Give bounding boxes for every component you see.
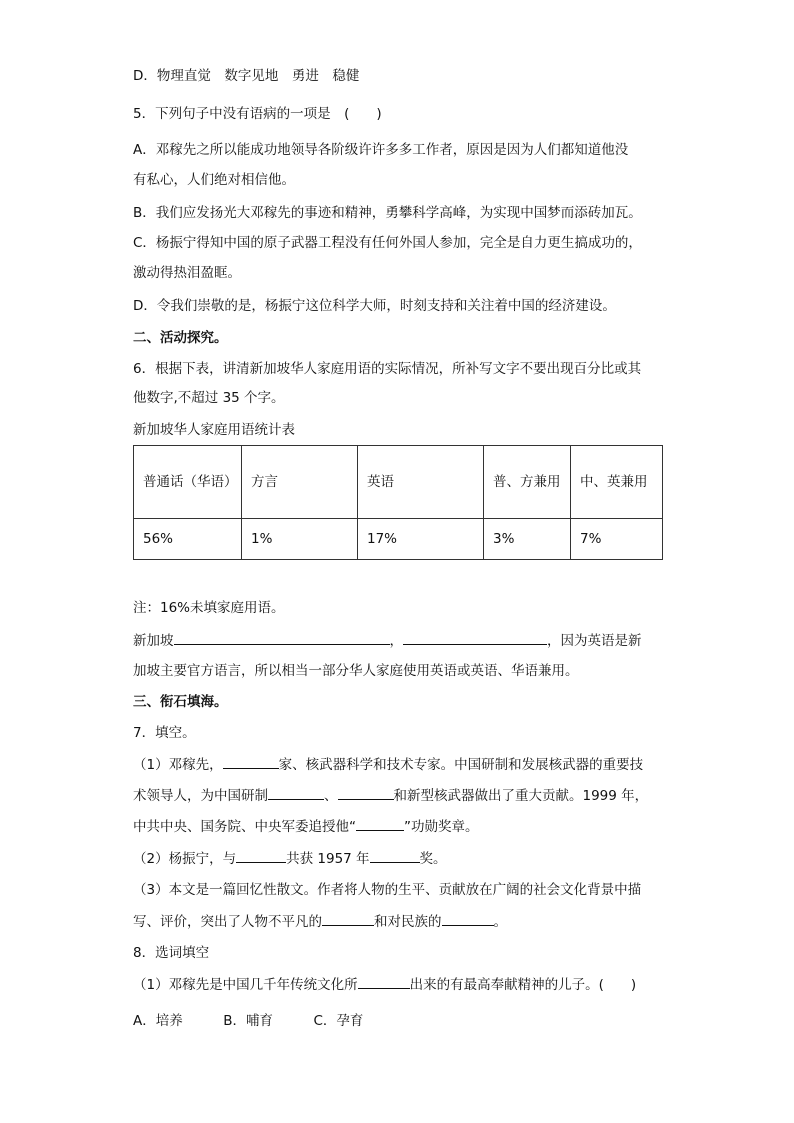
fill-prefix: 新加坡 xyxy=(133,633,174,649)
section-3-title: 三、衔石填海。 xyxy=(133,694,228,710)
q5-option-c-line1: C．杨振宁得知中国的原子武器工程没有任何外国人参加，完全是自力更生搞成功的， xyxy=(133,235,642,251)
q7-1-text-b: 家、核武器科学和技术专家。中国研制和发展核武器的重要技 xyxy=(278,757,644,773)
header-english: 英语 xyxy=(358,446,484,519)
table-value-row xyxy=(134,519,663,560)
answer-blank-4[interactable] xyxy=(268,785,324,800)
q7-part2 xyxy=(133,848,447,869)
q8-1-text-b: 出来的有最高奉献精神的儿子。( ) xyxy=(409,977,637,993)
table-note: 注：16%未填家庭用语。 xyxy=(133,600,285,616)
q5-stem: 5．下列句子中没有语病的一项是 ( ) xyxy=(133,106,382,122)
q6-stem-line2: 他数字,不超过 35 个字。 xyxy=(133,390,285,406)
q7-part1-line1 xyxy=(133,754,643,775)
q5-option-d: D．令我们崇敬的是，杨振宁这位科学大师，时刻支持和关注着中国的经济建设。 xyxy=(133,298,616,314)
q7-part1-line3 xyxy=(133,816,479,837)
fill-comma: ， xyxy=(389,633,403,649)
q7-3-text-b: 写、评价，突出了人物不平凡的 xyxy=(133,914,322,930)
q7-1-text-g: ”功勋奖章。 xyxy=(404,819,479,835)
table-caption: 新加坡华人家庭用语统计表 xyxy=(133,422,295,438)
q7-part3-line1: （3）本文是一篇回忆性散文。作者将人物的生平、贡献放在广阔的社会文化背景中描 xyxy=(133,882,642,898)
q7-2-text-a: （2）杨振宁，与 xyxy=(133,851,237,867)
q7-1-text-c: 术领导人，为中国研制 xyxy=(133,788,268,804)
answer-blank-3[interactable] xyxy=(223,754,279,769)
statistics-table xyxy=(133,445,663,560)
value-english: 17% xyxy=(358,519,484,560)
fill-suffix: ，因为英语是新 xyxy=(547,633,642,649)
q8-options: A．培养 B．哺育 C．孕育 xyxy=(133,1013,364,1029)
q5-option-c-line2: 激动得热泪盈眶。 xyxy=(133,265,241,281)
answer-blank-2[interactable] xyxy=(403,630,547,645)
q7-1-text-e: 和新型核武器做出了重大贡献。1999 年， xyxy=(393,788,649,804)
q5-option-a-line2: 有私心，人们绝对相信他。 xyxy=(133,172,295,188)
value-mandarin-dialect: 3% xyxy=(484,519,571,560)
q7-1-text-a: （1）邓稼先， xyxy=(133,757,223,773)
value-dialect: 1% xyxy=(242,519,358,560)
q4-option-d: D．物理直觉 数字见地 勇进 稳健 xyxy=(133,68,360,84)
value-chinese-english: 7% xyxy=(571,519,663,560)
q6-fill-line2: 加坡主要官方语言，所以相当一部分华人家庭使用英语或英语、华语兼用。 xyxy=(133,663,579,679)
q7-stem: 7．填空。 xyxy=(133,725,196,741)
q7-2-text-b: 共获 1957 年 xyxy=(286,851,370,867)
q5-option-b: B．我们应发扬光大邓稼先的事迹和精神，勇攀科学高峰，为实现中国梦而添砖加瓦。 xyxy=(133,205,642,221)
q5-option-a-line1: A．邓稼先之所以能成功地领导各阶级许许多多工作者，原因是因为人们都知道他没 xyxy=(133,142,629,158)
header-mandarin-dialect: 普、方兼用 xyxy=(484,446,571,519)
header-mandarin: 普通话（华语） xyxy=(134,446,242,519)
value-mandarin: 56% xyxy=(134,519,242,560)
q6-stem-line1: 6．根据下表，讲清新加坡华人家庭用语的实际情况，所补写文字不要出现百分比或其 xyxy=(133,361,642,377)
answer-blank-7[interactable] xyxy=(236,848,286,863)
q8-1-text-a: （1）邓稼先是中国几千年传统文化所 xyxy=(133,977,358,993)
answer-blank-5[interactable] xyxy=(338,785,394,800)
q8-stem: 8．选词填空 xyxy=(133,945,210,961)
q7-3-text-c: 和对民族的 xyxy=(374,914,442,930)
answer-blank-11[interactable] xyxy=(358,974,410,989)
q7-1-text-f: 中共中央、国务院、中央军委追授他“ xyxy=(133,819,356,835)
q6-fill-line1 xyxy=(133,630,642,651)
q7-3-text-d: 。 xyxy=(493,914,507,930)
header-chinese-english: 中、英兼用 xyxy=(571,446,663,519)
q8-part1 xyxy=(133,974,636,995)
answer-blank-8[interactable] xyxy=(370,848,420,863)
answer-blank-1[interactable] xyxy=(174,630,390,645)
answer-blank-10[interactable] xyxy=(442,911,494,926)
answer-blank-6[interactable] xyxy=(356,816,404,831)
q7-part1-line2 xyxy=(133,785,648,806)
table-header-row xyxy=(134,446,663,519)
section-2-title: 二、活动探究。 xyxy=(133,330,228,346)
q7-part3-line2 xyxy=(133,911,507,932)
answer-blank-9[interactable] xyxy=(322,911,374,926)
q7-1-text-d: 、 xyxy=(324,788,338,804)
q7-2-text-c: 奖。 xyxy=(419,851,447,867)
header-dialect: 方言 xyxy=(242,446,358,519)
